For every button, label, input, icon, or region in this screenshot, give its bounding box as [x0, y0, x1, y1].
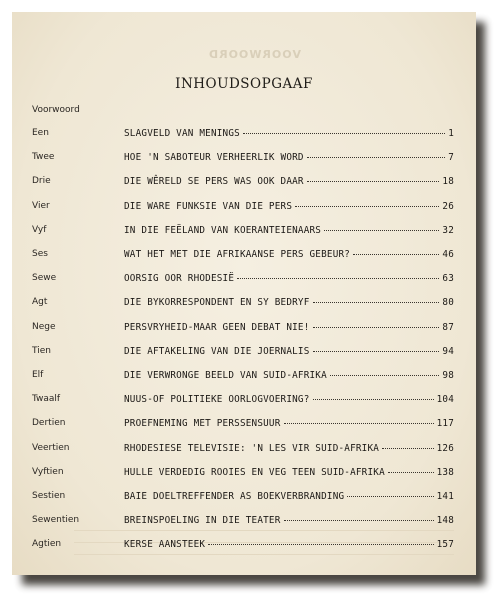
chapter-number: Elf	[32, 370, 44, 380]
chapter-title: DIE AFTAKELING VAN DIE JOERNALIS	[124, 345, 310, 357]
foreword-label: Voorwoord	[32, 105, 80, 115]
toc-entry	[12, 346, 476, 360]
dot-leader	[330, 375, 439, 376]
dot-leader	[324, 230, 439, 231]
chapter-title: NUUS-OF POLITIEKE OORLOGVOERING?	[124, 394, 310, 406]
chapter-line	[124, 394, 454, 405]
dot-leader	[208, 544, 433, 545]
chapter-number: Vier	[32, 200, 50, 211]
chapter-number: Ses	[32, 249, 48, 259]
dot-leader	[313, 302, 440, 303]
toc-entry	[12, 273, 476, 287]
page-number: 18	[442, 176, 454, 188]
bleed-through-line	[74, 530, 454, 531]
toc-entry	[12, 418, 476, 432]
toc-entry	[12, 225, 476, 239]
page-title: INHOUDSOPGAAF	[175, 76, 313, 92]
dot-leader	[307, 181, 440, 182]
toc-entry	[12, 443, 476, 457]
chapter-title: RHODESIESE TELEVISIE: 'N LES VIR SUID-AFRIKA	[124, 442, 380, 454]
chapter-title: OORSIG OOR RHODESIË	[124, 273, 235, 285]
chapter-title: HOE 'N SABOTEUR VERHEERLIK WORD	[124, 152, 304, 164]
chapter-line	[124, 128, 454, 139]
chapter-title: WAT HET MET DIE AFRIKAANSE PERS GEBEUR?	[124, 249, 351, 260]
chapter-line	[124, 176, 454, 187]
chapter-number: Tien	[32, 345, 51, 356]
page-number: 138	[436, 466, 454, 478]
dot-leader	[307, 157, 445, 158]
chapter-title: IN DIE FEËLAND VAN KOERANTEIENAARS	[124, 224, 322, 236]
page-number: 32	[442, 224, 454, 236]
chapter-line	[124, 539, 454, 550]
dot-leader	[243, 133, 445, 134]
chapter-number: Agt	[32, 297, 48, 308]
dot-leader	[353, 254, 439, 255]
dot-leader	[313, 351, 440, 352]
chapter-line	[124, 249, 454, 260]
dot-leader	[295, 206, 439, 207]
dot-leader	[313, 327, 440, 328]
toc-entry	[12, 176, 476, 190]
toc-entry	[12, 128, 476, 142]
chapter-title: SLAGVELD VAN MENINGS	[124, 128, 240, 139]
page-number: 63	[442, 273, 454, 285]
chapter-number: Vyf	[32, 224, 47, 235]
toc-entry	[12, 491, 476, 505]
bleed-through-line	[74, 554, 454, 555]
chapter-number: Agtien	[32, 539, 62, 550]
chapter-line	[124, 370, 454, 381]
chapter-number: Sewentien	[32, 515, 80, 526]
chapter-number: Dertien	[32, 418, 66, 429]
page-number: 98	[442, 370, 454, 381]
dot-leader	[382, 448, 434, 449]
toc-entry	[12, 201, 476, 215]
page-number: 46	[442, 249, 454, 260]
dot-leader	[237, 278, 439, 279]
toc-entry	[12, 539, 476, 553]
chapter-number: Sewe	[32, 273, 57, 284]
chapter-title: DIE WÊRELD SE PERS WAS OOK DAAR	[124, 176, 304, 188]
chapter-line	[124, 467, 454, 478]
chapter-title: HULLE VERDEDIG ROOIES EN VEG TEEN SUID-AFRIKA	[124, 466, 385, 478]
toc-entry	[12, 515, 476, 529]
chapter-line	[124, 491, 454, 502]
chapter-title: KERSE AANSTEEK	[124, 539, 206, 551]
chapter-line	[124, 515, 454, 526]
chapter-line	[124, 225, 454, 236]
toc-entry	[12, 467, 476, 481]
chapter-line	[124, 273, 454, 284]
toc-entry	[12, 297, 476, 311]
page-number: 87	[442, 321, 454, 333]
page-number: 141	[436, 491, 454, 502]
page-number: 157	[436, 539, 454, 551]
chapter-number: Sestien	[32, 491, 66, 501]
chapter-number: Twee	[32, 152, 55, 163]
page-number: 117	[436, 418, 454, 430]
chapter-title: BREINSPOELING IN DIE TEATER	[124, 515, 281, 527]
chapter-title: PROEFNEMING MET PERSSENSUUR	[124, 418, 281, 430]
chapter-number: Een	[32, 128, 49, 138]
chapter-title: PERSVRYHEID-MAAR GEEN DEBAT NIE!	[124, 321, 310, 333]
chapter-line	[124, 418, 454, 429]
dot-leader	[388, 472, 434, 473]
page-number: 26	[442, 200, 454, 212]
page-number: 104	[436, 394, 454, 406]
chapter-line	[124, 346, 454, 357]
chapter-number: Nege	[32, 321, 56, 332]
chapter-number: Vyftien	[32, 466, 64, 477]
chapter-title: DIE BYKORRESPONDENT EN SY BEDRYF	[124, 297, 310, 309]
chapter-line	[124, 443, 454, 454]
chapter-line	[124, 201, 454, 212]
chapter-line	[124, 297, 454, 308]
dot-leader	[284, 520, 434, 521]
toc-entry	[12, 370, 476, 384]
chapter-number: Drie	[32, 176, 51, 187]
chapter-number: Twaalf	[32, 394, 61, 405]
dot-leader	[284, 423, 434, 424]
chapter-number: Veertien	[32, 442, 70, 453]
chapter-title: BAIE DOELTREFFENDER AS BOEKVERBRANDING	[124, 491, 345, 502]
chapter-line	[124, 322, 454, 333]
page-number: 1	[448, 128, 454, 139]
toc-entry	[12, 152, 476, 166]
chapter-line	[124, 152, 454, 163]
book-page	[12, 12, 476, 575]
toc-entry	[12, 322, 476, 336]
toc-entry	[12, 249, 476, 263]
page-number: 94	[442, 345, 454, 357]
page-number: 148	[436, 515, 454, 527]
toc-entry	[12, 394, 476, 408]
chapter-title: DIE WARE FUNKSIE VAN DIE PERS	[124, 200, 293, 212]
page-number: 7	[448, 152, 454, 164]
bleed-through-heading: VOORWOORD	[208, 48, 301, 61]
page-number: 126	[436, 442, 454, 454]
dot-leader	[313, 399, 434, 400]
dot-leader	[347, 496, 433, 497]
page-number: 80	[442, 297, 454, 309]
chapter-title: DIE VERWRONGE BEELD VAN SUID-AFRIKA	[124, 370, 327, 381]
